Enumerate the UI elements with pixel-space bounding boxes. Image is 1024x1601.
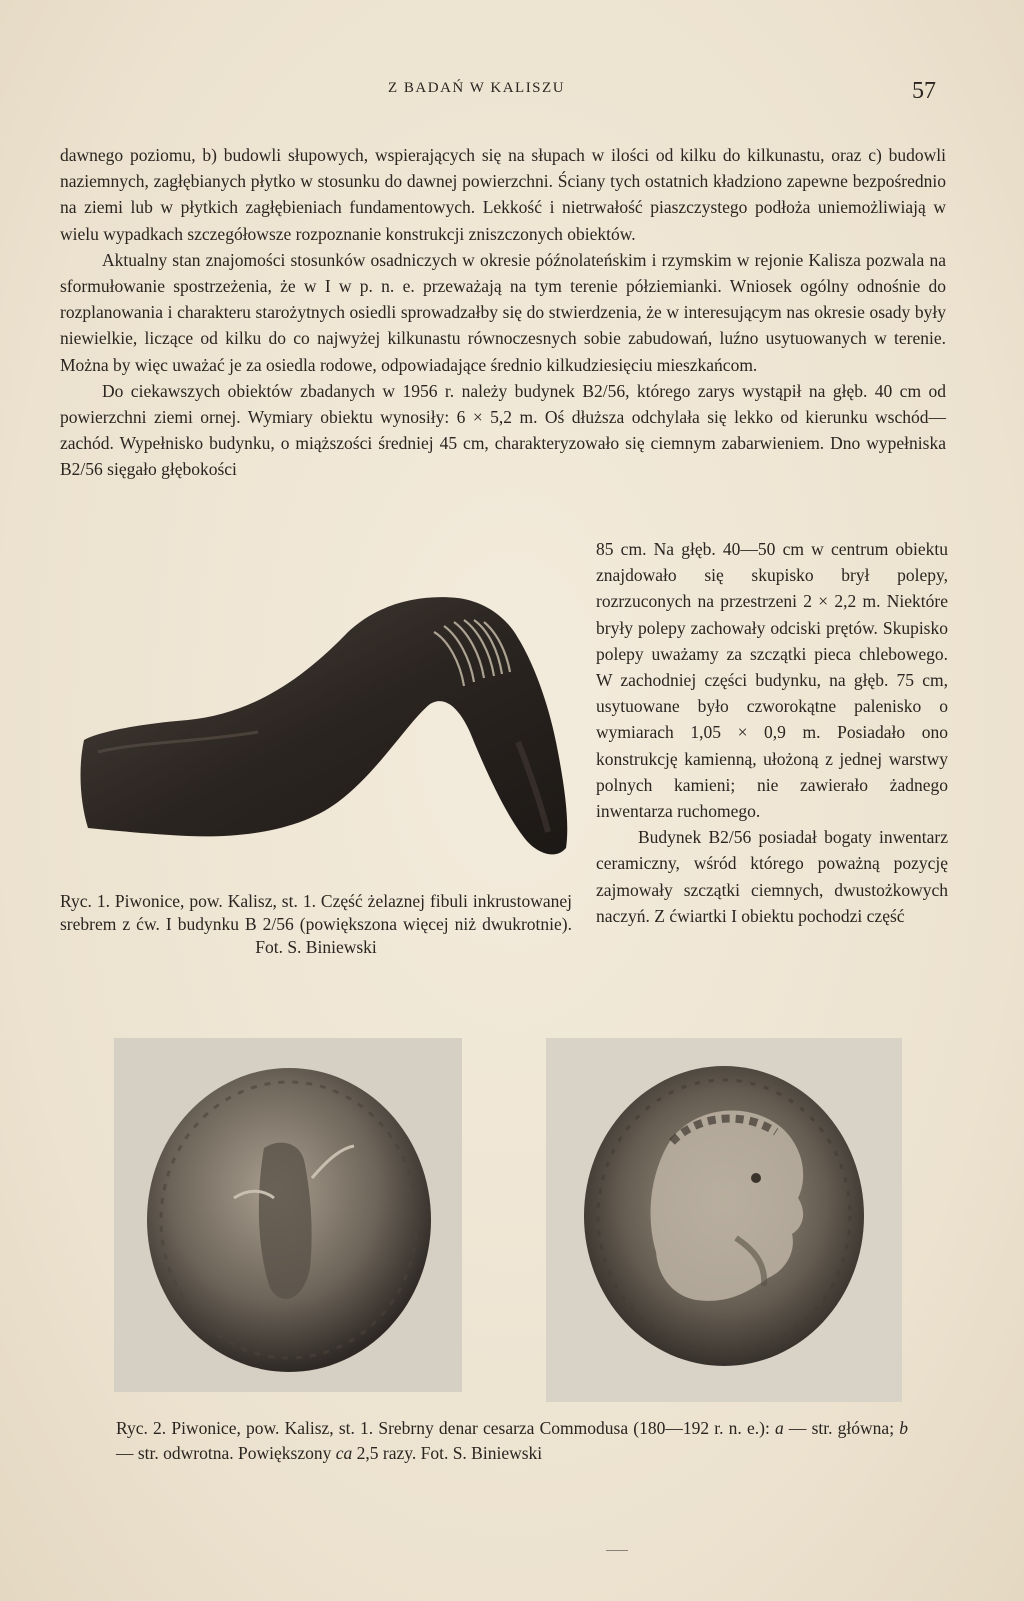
right-paragraph-1: 85 cm. Na głęb. 40—50 cm w centrum obiektu znajdowało się skupisko brył polepy, rozrzuconych na przestrzeni 2 × 2,2 m. Niektóre bryły polepy zachowały odciski prętów. Skupisko polepy uważamy za szczątki pieca chlebowego. W zachodniej części budynku, na głęb. 75 cm, usytuowane było czworokątne palenisko o wymiarach 1,05 × 0,9 m. Posiadało ono konstrukcję kamienną, ułożoną z jednej warstwy polnych kamieni; nie zawierało żadnego inwentarza ruchomego. <box>596 539 948 822</box>
caption-part-2: — str. główna; <box>783 1418 900 1438</box>
fibula-photo <box>78 592 578 882</box>
caption-part-1: Ryc. 2. Piwonice, pow. Kalisz, st. 1. Srebrny denar cesarza Commodusa (180—192 r. n. e.): <box>116 1418 775 1438</box>
footer-rule <box>606 1550 628 1551</box>
coin-photo-a <box>114 1038 462 1392</box>
caption-label-b: b <box>899 1418 908 1438</box>
caption-part-4: 2,5 razy. Fot. S. Biniewski <box>352 1443 543 1463</box>
figure-1-caption: Ryc. 1. Piwonice, pow. Kalisz, st. 1. Część żelaznej fibuli inkrustowanej srebrem z ćw. I budynku B 2/56 (powiększona więcej niż dwukrotnie). Fot. S. Biniewski <box>60 891 572 957</box>
figure-2-caption <box>116 1416 908 1466</box>
caption-label-a: a <box>775 1418 784 1438</box>
caption-ca: ca <box>335 1443 353 1463</box>
body-text <box>60 142 946 483</box>
page-number: 57 <box>912 78 936 104</box>
running-header: Z BADAŃ W KALISZU <box>388 80 566 96</box>
right-column-text <box>596 536 948 929</box>
coin-photo-b <box>546 1038 902 1402</box>
right-paragraph-2: Budynek B2/56 posiadał bogaty inwentarz ceramiczny, wśród którego poważną pozycję zajmowały szczątki ciemnych, dwustożkowych naczyń. Z ćwiartki I obiektu pochodzi część <box>596 827 948 926</box>
caption-part-3: — str. odwrotna. Powiększony <box>116 1443 336 1463</box>
paragraph-1: dawnego poziomu, b) budowli słupowych, wspierających się na słupach w ilości od kilku do kilkunastu, oraz c) budowli naziemnych, zagłębianych płytko w stosunku do dawnej powierzchni. Ściany tych ostatnich kładziono zapewne bezpośrednio na ziemi lub w płytkich zagłębieniach fundamentowych. Lekkość i nietrwałość piaszczystego podłoża uniemożliwiają w wielu wypadkach szczegółowsze rozpoznanie konstrukcji zniszczonych obiektów. <box>60 145 946 244</box>
paragraph-3: Do ciekawszych obiektów zbadanych w 1956 r. należy budynek B2/56, którego zarys wystąpił na głęb. 40 cm od powierzchni ziemi ornej. Wymiary obiektu wynosiły: 6 × 5,2 m. Oś dłuższa odchylała się lekko od kierunku wschód—zachód. Wypełnisko budynku, o miąższości średniej 45 cm, charakteryzowało się ciemnym zabarwieniem. Dno wypełniska B2/56 sięgało głębokości <box>60 380 946 480</box>
paragraph-2: Aktualny stan znajomości stosunków osadniczych w okresie późnolateńskim i rzymskim w rejonie Kalisza pozwala na sformułowanie spostrzeżenia, że w I w p. n. e. przeważają na tym terenie półziemianki. Wniosek ogólny odnośnie do rozplanowania i charakteru starożytnych osiedli sprowadzałby się do stwierdzenia, że w interesującym nas okresie osady były niewielkie, liczące od kilku do co najwyżej kilkunastu równoczesnych sobie zabudowań, luźno usytuowanych w terenie. Można by więc uważać je za osiedla rodowe, odpowiadające średnio kilkudziesięciu mieszkańcom. <box>60 249 946 375</box>
